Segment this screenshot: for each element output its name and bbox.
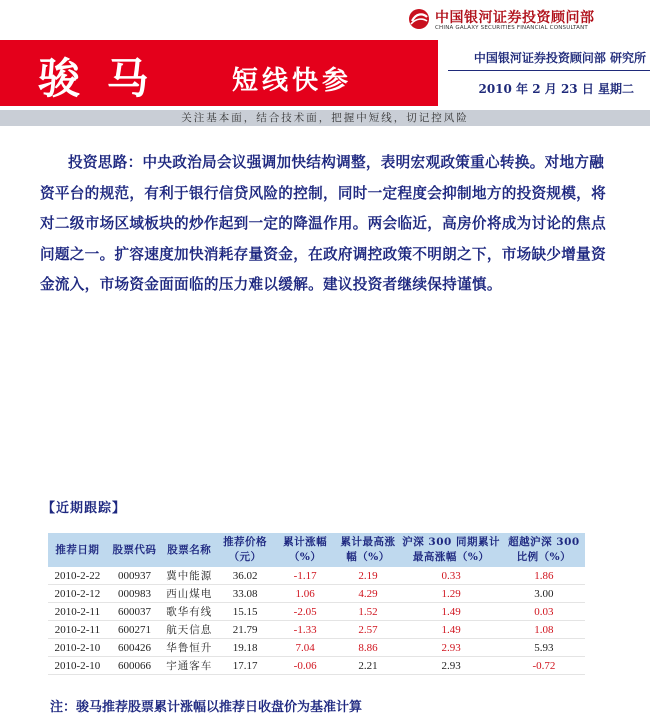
cell-code: 000937 [107, 567, 162, 585]
tagline: 关注基本面，结合技术面，把握中短线，切记控风险 [0, 110, 650, 126]
cell-name: 航天信息 [162, 621, 216, 639]
report-subtitle: 短线快参 [232, 66, 353, 96]
company-logo [408, 6, 644, 34]
logo-text-en: CHINA GALAXY SECURITIES FINANCIAL CONSULTANT [435, 25, 588, 31]
table-row [48, 639, 585, 657]
cell-name: 冀中能源 [162, 567, 216, 585]
table-row [48, 585, 585, 603]
cell-hs300-max: 0.33 [400, 567, 503, 585]
col-header-cum-gain: 累计涨幅（%） [274, 533, 337, 567]
banner-divider [448, 70, 650, 71]
col-header-beat-hs300: 超越沪深 300 比例（%） [503, 533, 585, 567]
cell-max-gain: 2.57 [337, 621, 400, 639]
cell-cum-gain: -2.05 [274, 603, 337, 621]
cell-code: 600066 [107, 657, 162, 675]
footer-note-text: 注：骏马推荐股票累计涨幅以推荐日收盘价为基准计算 [50, 700, 363, 715]
cell-code: 600426 [107, 639, 162, 657]
galaxy-logo-icon [408, 8, 430, 30]
cell-price: 36.02 [216, 567, 273, 585]
footer-note-partial [50, 700, 610, 715]
cell-beat-hs300: 0.03 [503, 603, 585, 621]
cell-beat-hs300: 1.86 [503, 567, 585, 585]
cell-max-gain: 4.29 [337, 585, 400, 603]
cell-cum-gain: -1.33 [274, 621, 337, 639]
table-row [48, 603, 585, 621]
banner-org: 中国银河证券投资顾问部 研究所 [473, 51, 646, 65]
cell-beat-hs300: -0.72 [503, 657, 585, 675]
cell-price: 19.18 [216, 639, 273, 657]
cell-cum-gain: 1.06 [274, 585, 337, 603]
cell-beat-hs300: 3.00 [503, 585, 585, 603]
table-row [48, 621, 585, 639]
cell-hs300-max: 1.29 [400, 585, 503, 603]
cell-name: 华鲁恒升 [162, 639, 216, 657]
banner-red-block [0, 40, 438, 106]
table-row [48, 657, 585, 675]
header-banner [0, 40, 650, 106]
col-header-hs300-max: 沪深 300 同期累计最高涨幅（%） [400, 533, 503, 567]
cell-price: 21.79 [216, 621, 273, 639]
cell-date: 2010-2-11 [48, 621, 107, 639]
cell-cum-gain: 7.04 [274, 639, 337, 657]
cell-beat-hs300: 1.08 [503, 621, 585, 639]
logo-text-cn: 中国银河证券投资顾问部 [435, 10, 595, 26]
cell-date: 2010-2-10 [48, 657, 107, 675]
report-title: 骏 马 [38, 54, 155, 103]
cell-max-gain: 2.21 [337, 657, 400, 675]
cell-max-gain: 2.19 [337, 567, 400, 585]
col-header-code: 股票代码 [107, 533, 162, 567]
cell-price: 17.17 [216, 657, 273, 675]
cell-date: 2010-2-11 [48, 603, 107, 621]
cell-hs300-max: 2.93 [400, 657, 503, 675]
cell-beat-hs300: 5.93 [503, 639, 585, 657]
cell-name: 宇通客车 [162, 657, 216, 675]
cell-name: 歌华有线 [162, 603, 216, 621]
cell-name: 西山煤电 [162, 585, 216, 603]
cell-hs300-max: 1.49 [400, 603, 503, 621]
cell-cum-gain: -0.06 [274, 657, 337, 675]
tracking-table [48, 533, 585, 675]
cell-cum-gain: -1.17 [274, 567, 337, 585]
investment-view-paragraph: 投资思路：中央政治局会议强调加快结构调整，表明宏观政策重心转换。对地方融资平台的规范，有利于银行信贷风险的控制，同时一定程度会抑制地方的投资规模，将对二级市场区域板块的炒作起到一定的降温作用。两会临近，高房价将成为讨论的焦点问题之一。扩容速度加快消耗存量资金，在政府调控政策不明朗之下，市场缺少增量资金流入，市场资金面面临的压力难以缓解。建议投资者继续保持谨慎。 [40, 154, 606, 293]
cell-max-gain: 1.52 [337, 603, 400, 621]
col-header-max-gain: 累计最高涨幅（%） [337, 533, 400, 567]
report-date: 2010 年 2 月 23 日 星期二 [478, 82, 634, 96]
cell-price: 33.08 [216, 585, 273, 603]
table-header-row [48, 533, 585, 567]
cell-date: 2010-2-10 [48, 639, 107, 657]
cell-price: 15.15 [216, 603, 273, 621]
table-row [48, 567, 585, 585]
cell-hs300-max: 2.93 [400, 639, 503, 657]
cell-date: 2010-2-22 [48, 567, 107, 585]
cell-code: 000983 [107, 585, 162, 603]
cell-hs300-max: 1.49 [400, 621, 503, 639]
cell-date: 2010-2-12 [48, 585, 107, 603]
cell-code: 600037 [107, 603, 162, 621]
cell-max-gain: 8.86 [337, 639, 400, 657]
col-header-date: 推荐日期 [48, 533, 107, 567]
cell-code: 600271 [107, 621, 162, 639]
section-title: 【近期跟踪】 [42, 501, 127, 516]
col-header-name: 股票名称 [162, 533, 216, 567]
col-header-price: 推荐价格（元） [216, 533, 273, 567]
